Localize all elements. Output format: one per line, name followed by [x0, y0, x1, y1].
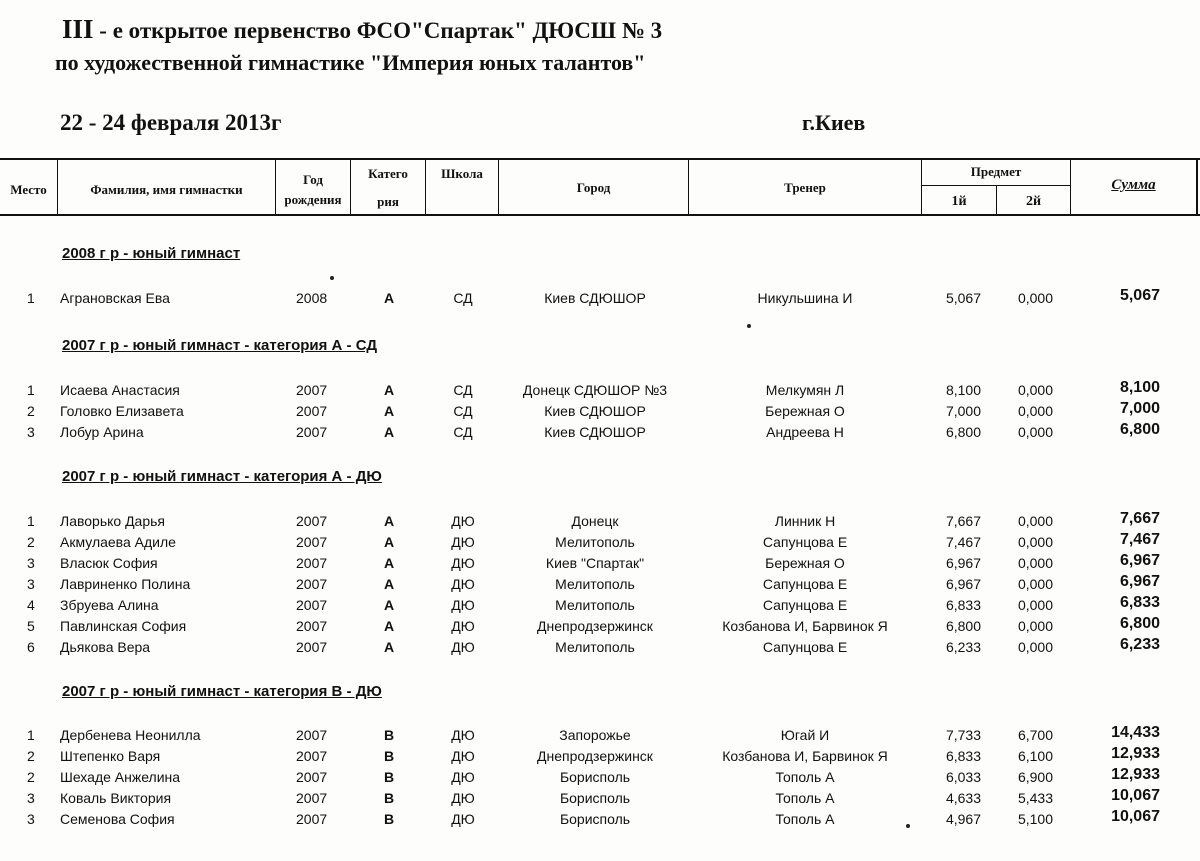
cell-name: Шехаде Анжелина	[60, 769, 181, 785]
cell-coach: Козбанова И, Барвинок Я	[722, 748, 888, 764]
cell-year: 2007	[296, 555, 328, 571]
cell-school: ДЮ	[451, 769, 475, 785]
table-row	[0, 552, 1200, 575]
cell-school: ДЮ	[451, 534, 475, 550]
cell-city: Днепродзержинск	[537, 618, 653, 634]
cell-score-1: 6,233	[945, 639, 981, 655]
cell-category: А	[383, 534, 395, 550]
header-school: Школа	[441, 166, 483, 181]
cell-place: 3	[27, 576, 35, 592]
cell-city: Мелитополь	[555, 576, 635, 592]
cell-year: 2007	[296, 534, 328, 550]
cell-year: 2008	[296, 290, 328, 306]
cell-place: 3	[27, 424, 35, 440]
table-row	[0, 745, 1200, 768]
cell-name: Власюк София	[60, 555, 158, 571]
cell-name: Головко Елизавета	[60, 403, 184, 419]
table-row	[0, 724, 1200, 747]
header-sum: Сумма	[1111, 177, 1156, 193]
cell-category: В	[383, 748, 395, 764]
table-row	[0, 766, 1200, 789]
cell-category: А	[383, 597, 395, 613]
section-title: 2007 г р - юный гимнаст - категория А - СД	[62, 337, 378, 354]
cell-city: Борисполь	[559, 769, 631, 785]
cell-school: СД	[453, 403, 473, 419]
header-name: Фамилия, имя гимнастки	[90, 182, 243, 197]
cell-place: 2	[27, 403, 35, 419]
cell-score-2: 0,000	[1017, 576, 1053, 592]
cell-score-2: 6,700	[1017, 727, 1053, 743]
cell-city: Мелитополь	[555, 639, 635, 655]
cell-city: Донецк СДЮШОР №3	[522, 382, 668, 398]
cell-year: 2007	[296, 618, 328, 634]
cell-sum: 5,067	[1119, 287, 1160, 304]
cell-school: ДЮ	[451, 790, 475, 806]
cell-year: 2007	[296, 727, 328, 743]
cell-category: В	[383, 811, 395, 827]
cell-score-1: 7,667	[945, 513, 981, 529]
header-place: Место	[10, 182, 47, 197]
cell-city: Киев "Спартак"	[545, 555, 645, 571]
cell-name: Лобур Арина	[60, 424, 144, 440]
cell-school: ДЮ	[451, 748, 475, 764]
cell-place: 1	[27, 382, 35, 398]
cell-coach: Югай И	[780, 727, 830, 743]
cell-score-1: 5,067	[945, 290, 981, 306]
cell-school: ДЮ	[451, 576, 475, 592]
section-title: 2008 г р - юный гимнаст	[62, 245, 241, 262]
cell-city: Борисполь	[559, 811, 631, 827]
cell-name: Дьякова Вера	[60, 639, 151, 655]
cell-category: А	[383, 424, 395, 440]
table-row	[0, 531, 1200, 554]
cell-coach: Никульшина И	[757, 290, 853, 306]
cell-category: А	[383, 576, 395, 592]
cell-sum: 7,467	[1119, 531, 1160, 548]
cell-city: Киев СДЮШОР	[544, 424, 646, 440]
cell-year: 2007	[296, 811, 328, 827]
section-title: 2007 г р - юный гимнаст - категория В - ДЮ	[62, 683, 382, 700]
cell-sum: 8,100	[1119, 379, 1160, 396]
header-divider	[1196, 158, 1198, 216]
cell-sum: 6,967	[1119, 573, 1160, 590]
cell-year: 2007	[296, 748, 328, 764]
cell-place: 3	[27, 555, 35, 571]
cell-score-1: 4,967	[945, 811, 981, 827]
cell-year: 2007	[296, 382, 328, 398]
cell-name: Акмулаева Адиле	[60, 534, 176, 550]
header-subject: Предмет	[970, 164, 1022, 179]
table-row	[0, 421, 1200, 444]
cell-place: 2	[27, 748, 35, 764]
cell-name: Штепенко Варя	[60, 748, 161, 764]
cell-category: А	[383, 618, 395, 634]
header-year-line1: Год	[303, 172, 323, 187]
cell-score-2: 6,900	[1017, 769, 1053, 785]
cell-school: ДЮ	[451, 811, 475, 827]
cell-score-1: 6,967	[945, 576, 981, 592]
cell-city: Запорожье	[559, 727, 631, 743]
cell-place: 1	[27, 727, 35, 743]
cell-school: ДЮ	[451, 639, 475, 655]
cell-score-2: 0,000	[1017, 597, 1053, 613]
cell-score-2: 0,000	[1017, 639, 1053, 655]
cell-score-1: 6,033	[945, 769, 981, 785]
cell-coach: Тополь А	[775, 790, 835, 806]
cell-score-1: 6,800	[945, 618, 981, 634]
cell-coach: Тополь А	[775, 811, 835, 827]
cell-category: А	[383, 513, 395, 529]
document-title-line1	[62, 14, 662, 45]
cell-score-1: 7,733	[945, 727, 981, 743]
cell-city: Мелитополь	[555, 534, 635, 550]
scan-speck	[906, 824, 910, 828]
cell-sum: 12,933	[1111, 745, 1160, 762]
cell-coach: Линник Н	[774, 513, 836, 529]
cell-sum: 6,833	[1119, 594, 1160, 611]
event-dates: 22 - 24 февраля 2013г	[60, 110, 282, 135]
cell-school: СД	[453, 382, 473, 398]
cell-coach: Бережная О	[765, 403, 845, 419]
cell-score-2: 0,000	[1017, 534, 1053, 550]
cell-place: 2	[27, 534, 35, 550]
cell-place: 4	[27, 597, 35, 613]
cell-school: ДЮ	[451, 618, 475, 634]
scan-speck	[330, 276, 334, 280]
cell-year: 2007	[296, 403, 328, 419]
header-category-line2: рия	[377, 194, 399, 209]
cell-category: А	[383, 382, 395, 398]
cell-score-1: 4,633	[945, 790, 981, 806]
cell-place: 3	[27, 811, 35, 827]
cell-school: ДЮ	[451, 555, 475, 571]
cell-score-2: 0,000	[1017, 555, 1053, 571]
table-row	[0, 594, 1200, 617]
cell-name: Аграновская Ева	[60, 290, 170, 306]
cell-category: В	[383, 769, 395, 785]
cell-category: А	[383, 290, 395, 306]
cell-coach: Сапунцова Е	[762, 639, 848, 655]
cell-sum: 14,433	[1111, 724, 1160, 741]
cell-year: 2007	[296, 597, 328, 613]
cell-place: 5	[27, 618, 35, 634]
cell-score-2: 0,000	[1017, 424, 1053, 440]
cell-city: Днепродзержинск	[537, 748, 653, 764]
cell-coach: Бережная О	[765, 555, 845, 571]
cell-coach: Сапунцова Е	[762, 597, 848, 613]
cell-score-2: 0,000	[1017, 403, 1053, 419]
cell-sum: 6,800	[1119, 421, 1160, 438]
cell-score-2: 6,100	[1017, 748, 1053, 764]
header-divider	[275, 158, 276, 216]
cell-name: Збруева Алина	[60, 597, 159, 613]
header-score-2: 2й	[1025, 194, 1042, 209]
cell-city: Киев СДЮШОР	[544, 290, 646, 306]
cell-category: В	[383, 727, 395, 743]
cell-coach: Андреева Н	[766, 424, 844, 440]
cell-score-2: 0,000	[1017, 290, 1053, 306]
header-subdivider	[921, 185, 1071, 186]
cell-sum: 6,800	[1119, 615, 1160, 632]
section-title: 2007 г р - юный гимнаст - категория А - ДЮ	[62, 468, 382, 485]
cell-year: 2007	[296, 424, 328, 440]
cell-category: А	[383, 403, 395, 419]
cell-coach: Козбанова И, Барвинок Я	[722, 618, 888, 634]
cell-score-2: 5,433	[1017, 790, 1053, 806]
cell-sum: 10,067	[1111, 808, 1160, 825]
cell-year: 2007	[296, 769, 328, 785]
header-year-line2: рождения	[284, 192, 342, 207]
cell-score-2: 0,000	[1017, 618, 1053, 634]
cell-name: Дербенева Неонилла	[60, 727, 201, 743]
cell-score-1: 8,100	[945, 382, 981, 398]
cell-coach: Сапунцова Е	[762, 534, 848, 550]
cell-school: СД	[453, 290, 473, 306]
cell-score-2: 0,000	[1017, 513, 1053, 529]
cell-year: 2007	[296, 576, 328, 592]
table-row	[0, 808, 1200, 831]
title-roman-numeral: III	[62, 14, 94, 44]
header-score-1: 1й	[951, 194, 967, 209]
table-row	[0, 636, 1200, 659]
cell-year: 2007	[296, 639, 328, 655]
title-line1-text: - е открытое первенство ФСО"Спартак" ДЮСШ № 3	[99, 18, 663, 43]
header-city: Город	[576, 180, 611, 195]
cell-score-1: 6,800	[945, 424, 981, 440]
cell-name: Семенова София	[60, 811, 175, 827]
cell-category: В	[383, 790, 395, 806]
cell-score-1: 7,000	[945, 403, 981, 419]
cell-coach: Сапунцова Е	[762, 576, 848, 592]
header-bottom-border	[0, 214, 1200, 216]
table-row	[0, 400, 1200, 423]
cell-school: ДЮ	[451, 513, 475, 529]
cell-name: Лавриненко Полина	[60, 576, 191, 592]
cell-place: 6	[27, 639, 35, 655]
cell-city: Киев СДЮШОР	[544, 403, 646, 419]
cell-year: 2007	[296, 513, 328, 529]
cell-name: Коваль Виктория	[60, 790, 172, 806]
cell-name: Павлинская София	[60, 618, 187, 634]
cell-coach: Тополь А	[775, 769, 835, 785]
cell-place: 1	[27, 513, 35, 529]
cell-score-2: 5,100	[1017, 811, 1053, 827]
cell-year: 2007	[296, 790, 328, 806]
cell-place: 1	[27, 290, 35, 306]
cell-place: 3	[27, 790, 35, 806]
cell-sum: 12,933	[1111, 766, 1160, 783]
cell-sum: 6,233	[1119, 636, 1160, 653]
cell-city: Мелитополь	[555, 597, 635, 613]
table-row	[0, 615, 1200, 638]
header-top-border	[0, 158, 1200, 160]
table-row	[0, 787, 1200, 810]
cell-school: СД	[453, 424, 473, 440]
cell-score-1: 6,833	[945, 748, 981, 764]
cell-score-1: 7,467	[945, 534, 981, 550]
cell-sum: 7,667	[1119, 510, 1160, 527]
cell-category: А	[383, 555, 395, 571]
table-row	[0, 287, 1200, 310]
table-row	[0, 379, 1200, 402]
cell-school: ДЮ	[451, 727, 475, 743]
cell-sum: 10,067	[1111, 787, 1160, 804]
header-category-line1: Катего	[368, 166, 408, 181]
cell-coach: Мелкумян Л	[765, 382, 845, 398]
cell-place: 2	[27, 769, 35, 785]
event-city: г.Киев	[802, 110, 866, 135]
cell-sum: 7,000	[1119, 400, 1160, 417]
scan-speck	[747, 324, 751, 328]
cell-name: Исаева Анастасия	[60, 382, 180, 398]
cell-score-1: 6,833	[945, 597, 981, 613]
table-row	[0, 510, 1200, 533]
table-row	[0, 573, 1200, 596]
cell-city: Борисполь	[559, 790, 631, 806]
cell-school: ДЮ	[451, 597, 475, 613]
cell-city: Донецк	[571, 513, 619, 529]
document-title-line2: по художественной гимнастике "Империя юных талантов"	[55, 50, 646, 75]
cell-score-2: 0,000	[1017, 382, 1053, 398]
cell-sum: 6,967	[1119, 552, 1160, 569]
table-header	[0, 158, 1200, 216]
header-coach: Тренер	[784, 180, 826, 195]
cell-name: Лаворько Дарья	[60, 513, 166, 529]
cell-category: А	[383, 639, 395, 655]
cell-score-1: 6,967	[945, 555, 981, 571]
